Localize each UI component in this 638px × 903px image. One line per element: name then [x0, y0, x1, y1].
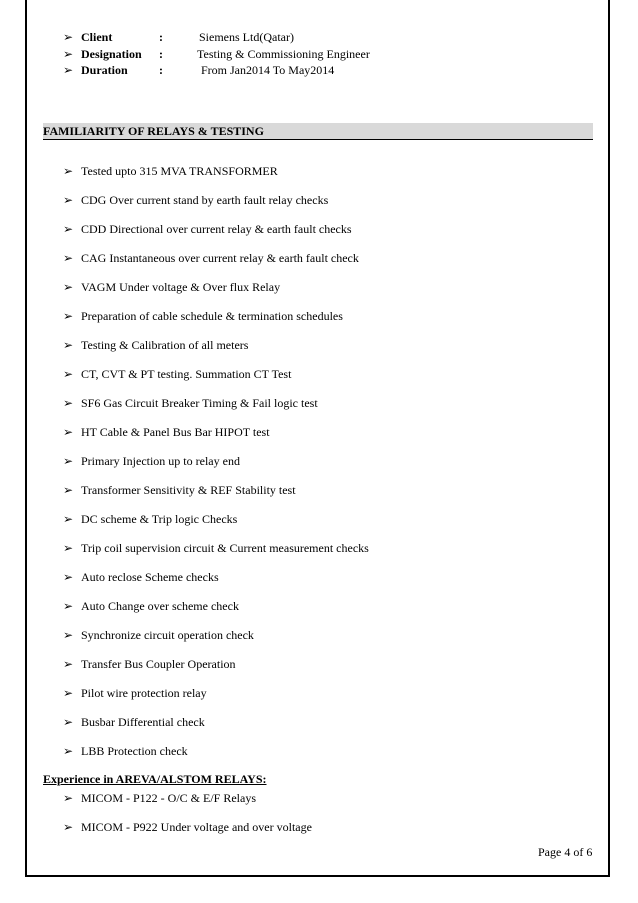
duration-colon: : [159, 63, 163, 77]
arrow-bullet-icon: ➢ [63, 715, 74, 729]
arrow-bullet-icon: ➢ [63, 628, 74, 642]
section-title: FAMILIARITY OF RELAYS & TESTING [43, 124, 264, 138]
arrow-bullet-icon: ➢ [63, 338, 74, 352]
client-colon: : [159, 30, 163, 44]
list-item-text: CDD Directional over current relay & earth fault checks [81, 222, 352, 236]
experience-item-text: MICOM - P122 - O/C & E/F Relays [81, 791, 257, 805]
list-item-text: Pilot wire protection relay [81, 686, 207, 700]
experience-heading: Experience in AREVA/ALSTOM RELAYS: [43, 772, 267, 786]
list-item-text: CDG Over current stand by earth fault relay checks [81, 193, 329, 207]
designation-label: Designation [81, 46, 142, 61]
arrow-bullet-icon: ➢ [63, 820, 74, 834]
list-item-text: Primary Injection up to relay end [81, 454, 240, 468]
arrow-bullet-icon: ➢ [63, 164, 74, 178]
arrow-bullet-icon: ➢ [63, 570, 74, 584]
list-item-text: Testing & Calibration of all meters [81, 338, 249, 352]
list-item-text: Transfer Bus Coupler Operation [81, 657, 236, 671]
list-item-text: CAG Instantaneous over current relay & earth fault check [81, 251, 359, 265]
arrow-bullet-icon: ➢ [63, 657, 74, 671]
experience-item-text: MICOM - P922 Under voltage and over voltage [81, 820, 312, 834]
list-item-text: Busbar Differential check [81, 715, 205, 729]
arrow-bullet-icon: ➢ [63, 367, 74, 381]
arrow-bullet-icon: ➢ [63, 791, 74, 805]
arrow-bullet-icon: ➢ [63, 599, 74, 613]
arrow-bullet-icon: ➢ [63, 251, 74, 265]
client-value: Siemens Ltd(Qatar) [199, 30, 294, 44]
list-item-text: HT Cable & Panel Bus Bar HIPOT test [81, 425, 270, 439]
page-number: Page 4 of 6 [538, 845, 593, 859]
arrow-bullet-icon: ➢ [63, 483, 74, 497]
list-item-text: Tested upto 315 MVA TRANSFORMER [81, 164, 278, 178]
client-label: Client [81, 30, 113, 44]
arrow-bullet-icon: ➢ [63, 541, 74, 555]
arrow-bullet-icon: ➢ [63, 425, 74, 439]
list-item-text: Trip coil supervision circuit & Current measurement checks [81, 541, 369, 555]
list-item-text: SF6 Gas Circuit Breaker Timing & Fail logic test [81, 396, 318, 410]
list-item-text: VAGM Under voltage & Over flux Relay [81, 280, 281, 294]
list-item-text: Transformer Sensitivity & REF Stability test [81, 483, 296, 497]
arrow-bullet-icon: ➢ [63, 396, 74, 410]
arrow-bullet-icon: ➢ [63, 222, 74, 236]
designation-value: Testing & Commissioning Engineer [197, 46, 370, 61]
arrow-bullet-icon: ➢ [63, 280, 74, 294]
arrow-bullet-icon: ➢ [63, 63, 74, 77]
list-item-text: Preparation of cable schedule & termination schedules [81, 309, 343, 323]
arrow-bullet-icon: ➢ [63, 512, 74, 526]
list-item-text: LBB Protection check [81, 744, 188, 758]
list-item-text: Auto reclose Scheme checks [81, 570, 219, 584]
duration-value: From Jan2014 To May2014 [201, 63, 335, 77]
duration-label: Duration [81, 63, 128, 77]
list-item-text: DC scheme & Trip logic Checks [81, 512, 238, 526]
arrow-bullet-icon: ➢ [63, 309, 74, 323]
arrow-bullet-icon: ➢ [63, 30, 74, 44]
arrow-bullet-icon: ➢ [63, 744, 74, 758]
list-item-text: Synchronize circuit operation check [81, 628, 254, 642]
arrow-bullet-icon: ➢ [63, 193, 74, 207]
arrow-bullet-icon: ➢ [63, 46, 74, 61]
list-item-text: CT, CVT & PT testing. Summation CT Test [81, 367, 292, 381]
arrow-bullet-icon: ➢ [63, 454, 74, 468]
section-header [43, 123, 593, 140]
designation-colon: : [159, 46, 163, 61]
list-item-text: Auto Change over scheme check [81, 599, 239, 613]
arrow-bullet-icon: ➢ [63, 686, 74, 700]
